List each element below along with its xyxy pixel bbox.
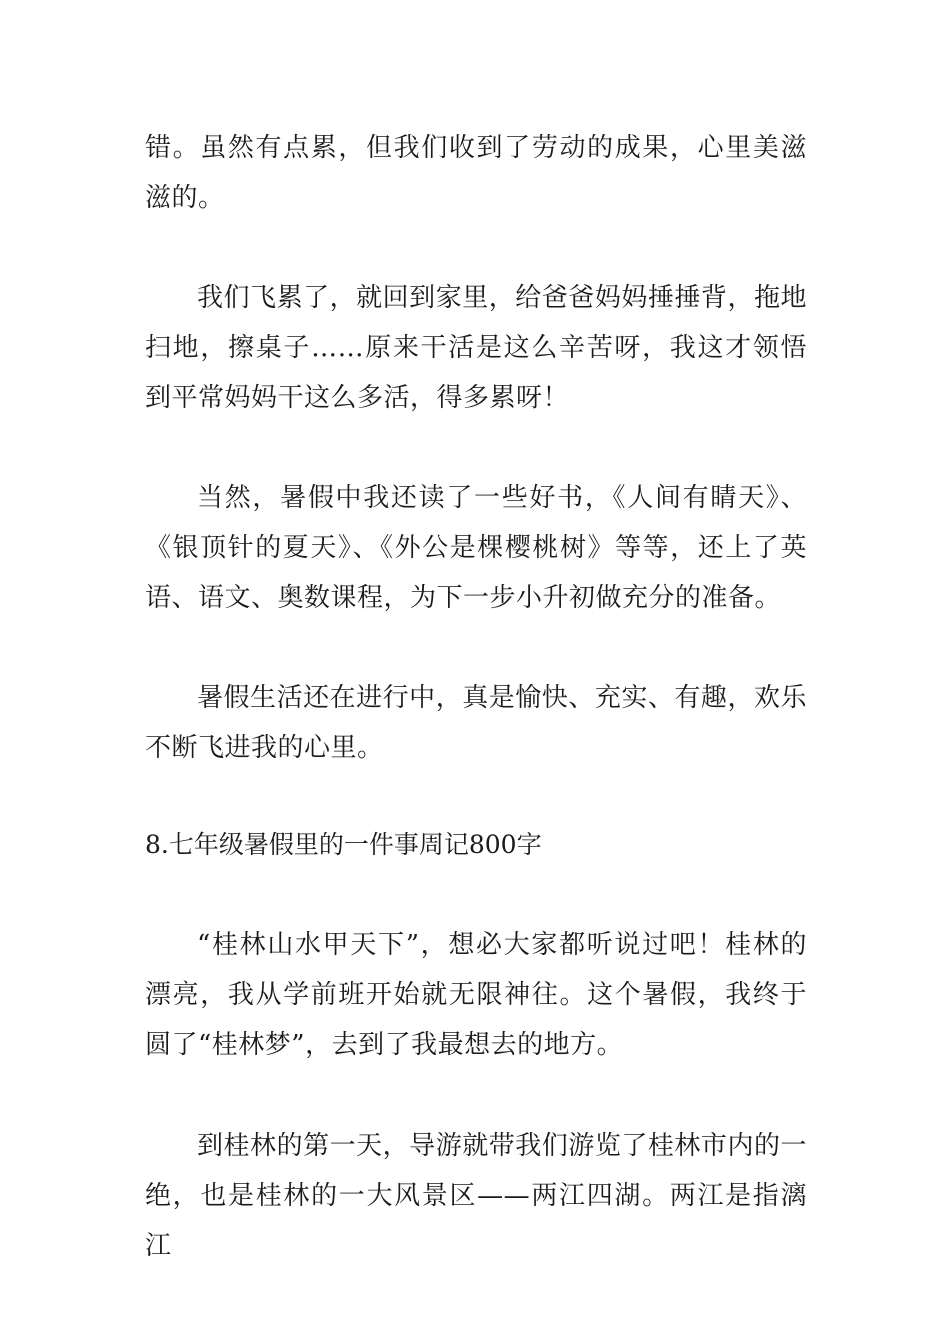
section-heading: 8.七年级暑假里的一件事周记800字 [145, 830, 542, 859]
paragraph-summer-life: 暑假生活还在进行中，真是愉快、充实、有趣，欢乐不断飞进我的心里。 [145, 683, 807, 763]
paragraph-guilin-intro: “桂林山水甲天下”，想必大家都听说过吧！桂林的漂亮，我从学前班开始就无限神往。这个暑假，我终于圆了“桂林梦”，去到了我最想去的地方。 [145, 930, 807, 1060]
paragraph-continuation: 错。虽然有点累，但我们收到了劳动的成果，心里美滋滋的。 [145, 133, 807, 213]
paragraph-guilin-day-one: 到桂林的第一天，导游就带我们游览了桂林市内的一绝，也是桂林的一大风景区——两江四湖。两江是指漓江 [145, 1131, 807, 1261]
paragraph-reading: 当然，暑假中我还读了一些好书，《人间有睛天》、《银顶针的夏天》、《外公是棵樱桃树》等等，还上了英语、语文、奥数课程，为下一步小升初做充分的准备。 [145, 483, 807, 613]
paragraph-housework: 我们飞累了，就回到家里，给爸爸妈妈捶捶背，拖地扫地，擦桌子……原来干活是这么辛苦呀，我这才领悟到平常妈妈干这么多活，得多累呀！ [145, 283, 807, 413]
